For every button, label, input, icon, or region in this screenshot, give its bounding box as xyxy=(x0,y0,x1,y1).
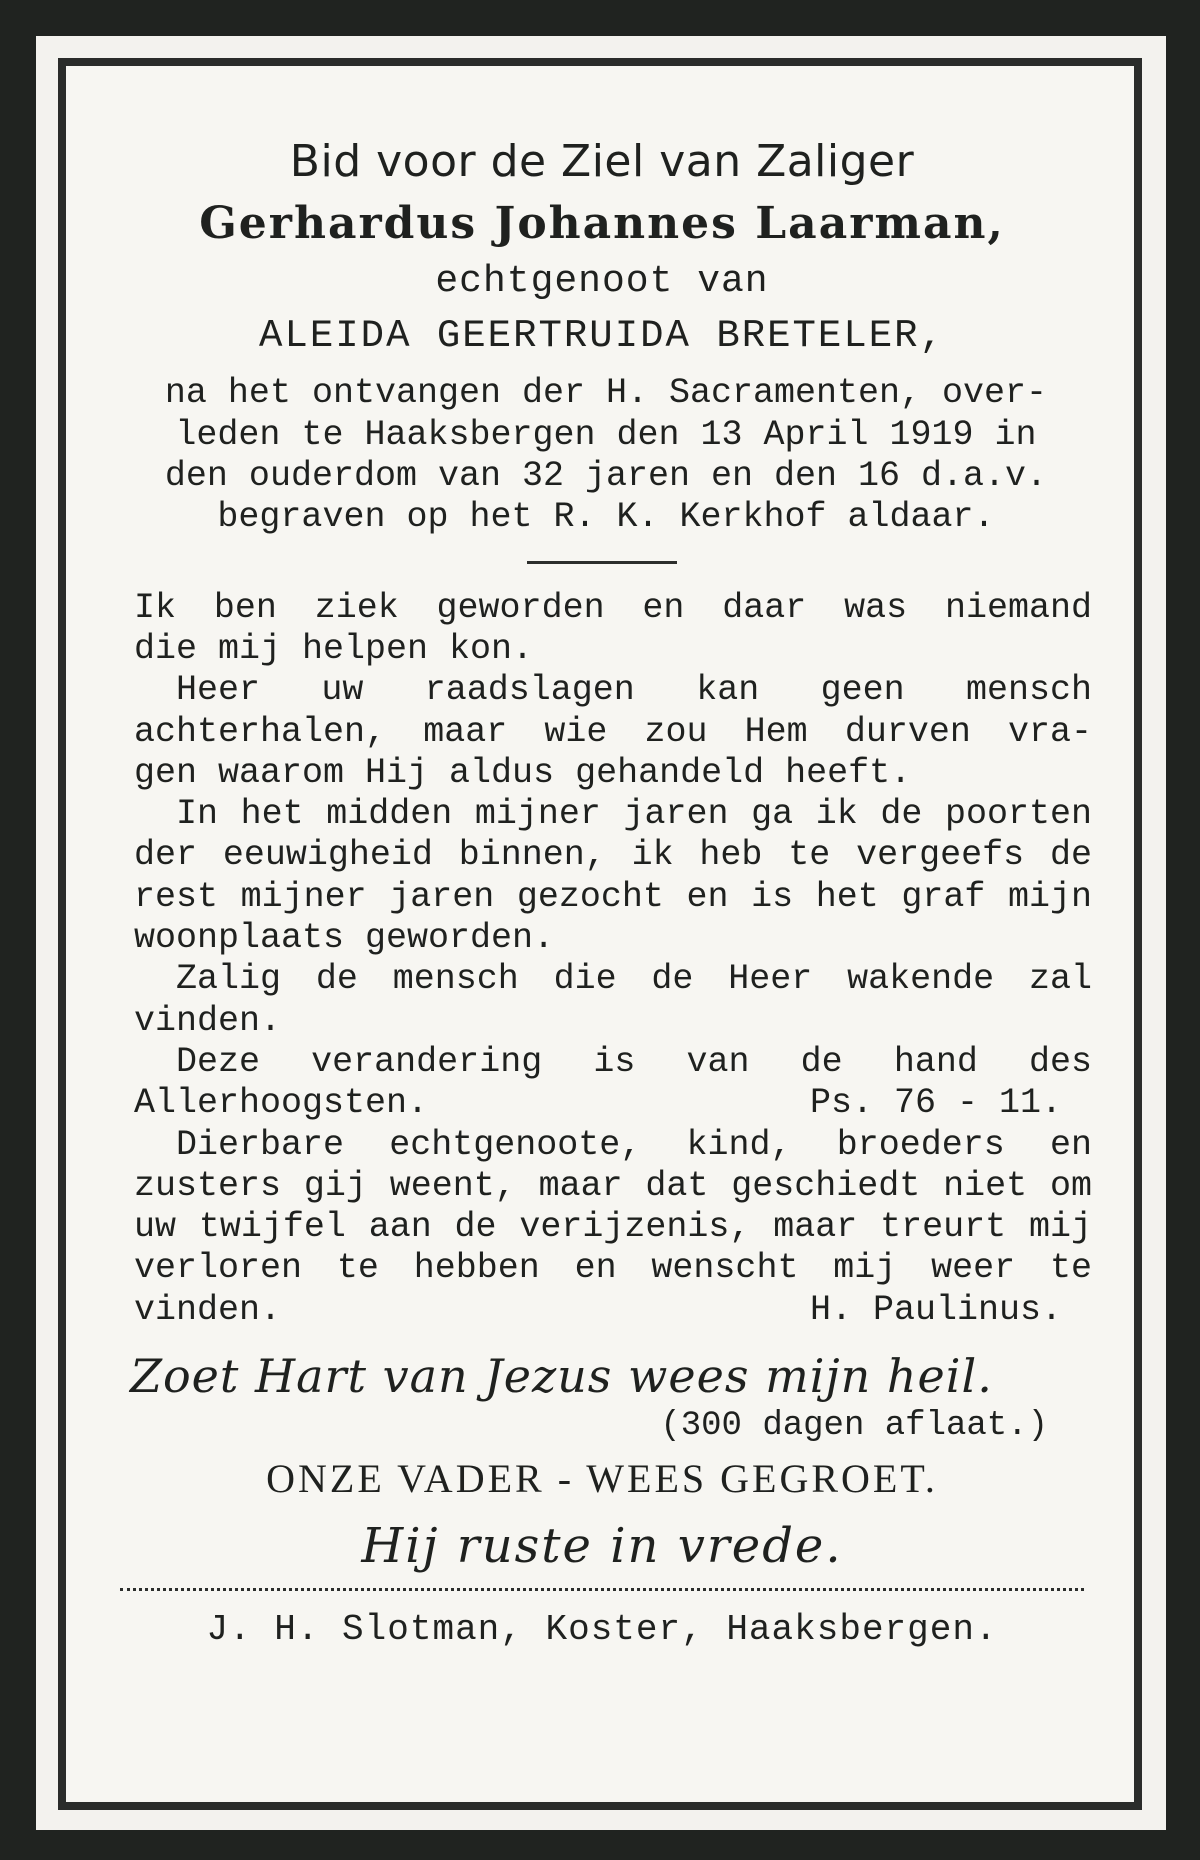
verse-line xyxy=(134,1083,1092,1124)
verse-line xyxy=(134,794,1092,835)
card-paper xyxy=(36,36,1166,1830)
verse-text: uw twijfel aan de verijzenis, maar treurt mij xyxy=(134,1207,1092,1248)
verse-text: Allerhoogsten. xyxy=(134,1083,429,1124)
detail-line: leden te Haaksbergen den 13 April 1919 in xyxy=(175,414,1037,455)
verse-line xyxy=(134,877,1092,918)
verse-text: der eeuwigheid binnen, ik heb te vergeefs de xyxy=(134,835,1092,876)
verse-line xyxy=(134,588,1092,629)
deceased-name: Gerhardus Johannes Laarman, xyxy=(199,198,1005,250)
verse-text: Zalig de mensch die de Heer wakende zal xyxy=(176,959,1092,1000)
verse-line xyxy=(134,712,1092,753)
verse-line xyxy=(134,1248,1092,1289)
verse-line xyxy=(134,1207,1092,1248)
verse-line xyxy=(134,1125,1092,1166)
spouse-label: echtgenoot van xyxy=(435,259,769,303)
details-block xyxy=(147,373,1057,538)
rest-in-peace-line: Hij ruste in vrede. xyxy=(361,1518,843,1574)
verse-text: zusters gij weent, maar dat geschiedt niet om xyxy=(134,1165,1092,1206)
verse-line xyxy=(134,670,1092,711)
verse-line xyxy=(134,753,1092,794)
spouse-name: ALEIDA GEERTRUIDA BRETELER, xyxy=(259,313,945,358)
verse-citation: Ps. 76 - 11. xyxy=(809,1083,1062,1124)
verse-text: Dierbare echtgenoote, kind, broeders en xyxy=(176,1124,1092,1165)
prayers-line: ONZE VADER - WEES GEGROET. xyxy=(266,1456,938,1501)
verse-line xyxy=(134,629,1092,670)
verses-block xyxy=(112,588,1092,1331)
inner-frame xyxy=(58,58,1142,1810)
verse-text: vinden. xyxy=(134,1289,282,1330)
verse-line xyxy=(134,1001,1092,1042)
verse-text: achterhalen, maar wie zou Hem durven vra- xyxy=(134,711,1092,752)
verse-text: woonplaats geworden. xyxy=(134,918,555,959)
verse-text: rest mijner jaren gezocht en is het graf mijn xyxy=(134,876,1092,917)
verse-line xyxy=(134,918,1092,959)
dotted-rule xyxy=(120,1588,1084,1591)
verse-text: Deze verandering is van de hand des xyxy=(176,1041,1092,1082)
detail-line: na het ontvangen der H. Sacramenten, over- xyxy=(164,373,1048,414)
printer-credit: J. H. Slotman, Koster, Haaksbergen. xyxy=(206,1609,998,1650)
verse-text: Ik ben ziek geworden en daar was niemand xyxy=(134,587,1092,628)
verse-line xyxy=(134,1166,1092,1207)
verse-citation: H. Paulinus. xyxy=(809,1289,1062,1330)
verse-text: gen waarom Hij aldus gehandeld heeft. xyxy=(134,752,912,793)
verse-line xyxy=(134,835,1092,876)
verse-line xyxy=(134,959,1092,1000)
indulgence-note: (300 dagen aflaat.) xyxy=(660,1407,1048,1445)
verse-text: die mij helpen kon. xyxy=(134,628,534,669)
detail-line: begraven op het R. K. Kerkhof aldaar. xyxy=(217,497,995,538)
verse-text: vinden. xyxy=(134,1000,282,1041)
verse-line xyxy=(134,1290,1092,1331)
verse-line xyxy=(134,1042,1092,1083)
devotion-line: Zoet Hart van Jezus wees mijn heil. xyxy=(130,1349,993,1403)
card-title: Bid voor de Ziel van Zaliger xyxy=(289,136,915,187)
divider xyxy=(527,561,677,564)
verse-text: verloren te hebben en wenscht mij weer te xyxy=(134,1248,1092,1289)
verse-text: Heer uw raadslagen kan geen mensch xyxy=(176,670,1092,711)
verse-text: In het midden mijner jaren ga ik de poorten xyxy=(176,794,1092,835)
detail-line: den ouderdom van 32 jaren en den 16 d.a.v. xyxy=(164,456,1048,497)
